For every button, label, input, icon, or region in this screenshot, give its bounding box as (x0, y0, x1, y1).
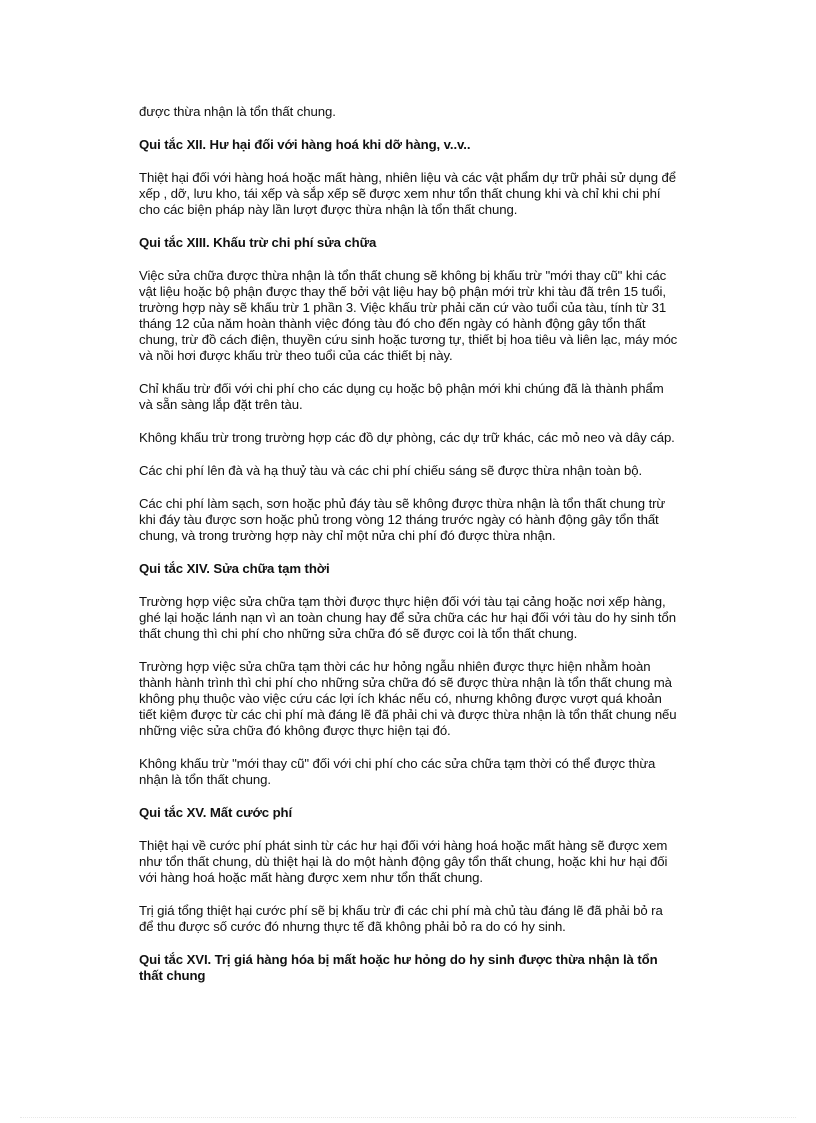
paragraph: được thừa nhận là tổn thất chung. (139, 104, 336, 119)
paragraph: Không khấu trừ "mới thay cũ" đối với chi phí cho các sửa chữa tạm thời có thể được thừa nhận là tổn thất chung. (139, 756, 656, 787)
paragraph: Trường hợp việc sửa chữa tạm thời được thực hiện đối với tàu tại cảng hoặc nơi xếp hàng, ghé lại hoặc lánh nạn vì an toàn chung hay để sửa chữa các hư hại đối với tàu do hy sinh tổn thất chung thì chi phí cho những sửa chữa đó sẽ được coi là tổn thất chung. (139, 594, 676, 641)
paragraph: Các chi phí làm sạch, sơn hoặc phủ đáy tàu sẽ không được thừa nhận là tổn thất chung trừ khi đáy tàu được sơn hoặc phủ trong vòng 12 tháng trước ngày có hành động gây tổn thất chung, và trong trường hợp này chỉ một nửa chi phí đó được thừa nhận. (139, 496, 666, 543)
paragraph: Việc sửa chữa được thừa nhận là tổn thất chung sẽ không bị khấu trừ "mới thay cũ" khi các vật liệu hoặc bộ phận được thay thế bởi vật liệu hay bộ phận mới trừ khi tàu đã trên 15 tuổi, trường hợp này sẽ khấu trừ 1 phần 3. Việc khấu trừ phải căn cứ vào tuổi của tàu, tính từ 31 tháng 12 của năm hoàn thành việc đóng tàu đó cho đến ngày có hành động gây tổn thất chung, trừ đồ cách điện, thuyền cứu sinh hoặc tương tự, thiết bị hoa tiêu và liên lạc, máy móc và nồi hơi được khấu trừ theo tuổi của các thiết bị này. (139, 268, 678, 363)
paragraph: Chỉ khấu trừ đối với chi phí cho các dụng cụ hoặc bộ phận mới khi chúng đã là thành phẩm và sẵn sàng lắp đặt trên tàu. (139, 381, 664, 412)
paragraph: Không khấu trừ trong trường hợp các đồ dự phòng, các dự trữ khác, các mỏ neo và dây cáp. (139, 430, 675, 445)
paragraph: Trị giá tổng thiệt hại cước phí sẽ bị khấu trừ đi các chi phí mà chủ tàu đáng lẽ đã phải bỏ ra để thu được số cước đó nhưng thực tế đã không phải bỏ ra do có hy sinh. (139, 903, 663, 934)
paragraph: Thiệt hại về cước phí phát sinh từ các hư hại đối với hàng hoá hoặc mất hàng sẽ được xem như tổn thất chung, dù thiệt hại là do một hành động gây tổn thất chung, hoặc khi hư hại đối với hàng hoá hoặc mất hàng được xem như tổn thất chung. (139, 838, 668, 885)
paragraph: Trường hợp việc sửa chữa tạm thời các hư hỏng ngẫu nhiên được thực hiện nhằm hoàn thành hành trình thì chi phí cho những sửa chữa đó sẽ được thừa nhận là tổn thất chung mà không phụ thuộc vào việc cứu các lợi ích khác nếu có, nhưng không được vượt quá khoản tiết kiệm được từ các chi phí mà đáng lẽ đã phải chi và được thừa nhận là tổn thất chung nếu những việc sửa chữa đó không được thực hiện tại đó. (139, 659, 677, 738)
section-heading-rule-xv: Qui tắc XV. Mất cước phí (139, 805, 293, 820)
paragraph: Thiệt hại đối với hàng hoá hoặc mất hàng, nhiên liệu và các vật phẩm dự trữ phải sử dụng để xếp , dỡ, lưu kho, tái xếp và sắp xếp sẽ được xem như tổn thất chung khi và chỉ khi chi phí cho các biện pháp này lần lượt được thừa nhận là tổn thất chung. (139, 170, 677, 217)
section-heading-rule-xiii: Qui tắc XIII. Khấu trừ chi phí sửa chữa (139, 235, 377, 250)
section-heading-rule-xii: Qui tắc XII. Hư hại đối với hàng hoá khi dỡ hàng, v..v.. (139, 137, 471, 152)
section-heading-rule-xiv: Qui tắc XIV. Sửa chữa tạm thời (139, 561, 330, 576)
page-bottom-divider (20, 1117, 796, 1118)
section-heading-rule-xvi: Qui tắc XVI. Trị giá hàng hóa bị mất hoặc hư hỏng do hy sinh được thừa nhận là tổn thất chung (139, 952, 658, 983)
paragraph: Các chi phí lên đà và hạ thuỷ tàu và các chi phí chiếu sáng sẽ được thừa nhận toàn bộ. (139, 463, 643, 478)
document-page (139, 104, 679, 1001)
